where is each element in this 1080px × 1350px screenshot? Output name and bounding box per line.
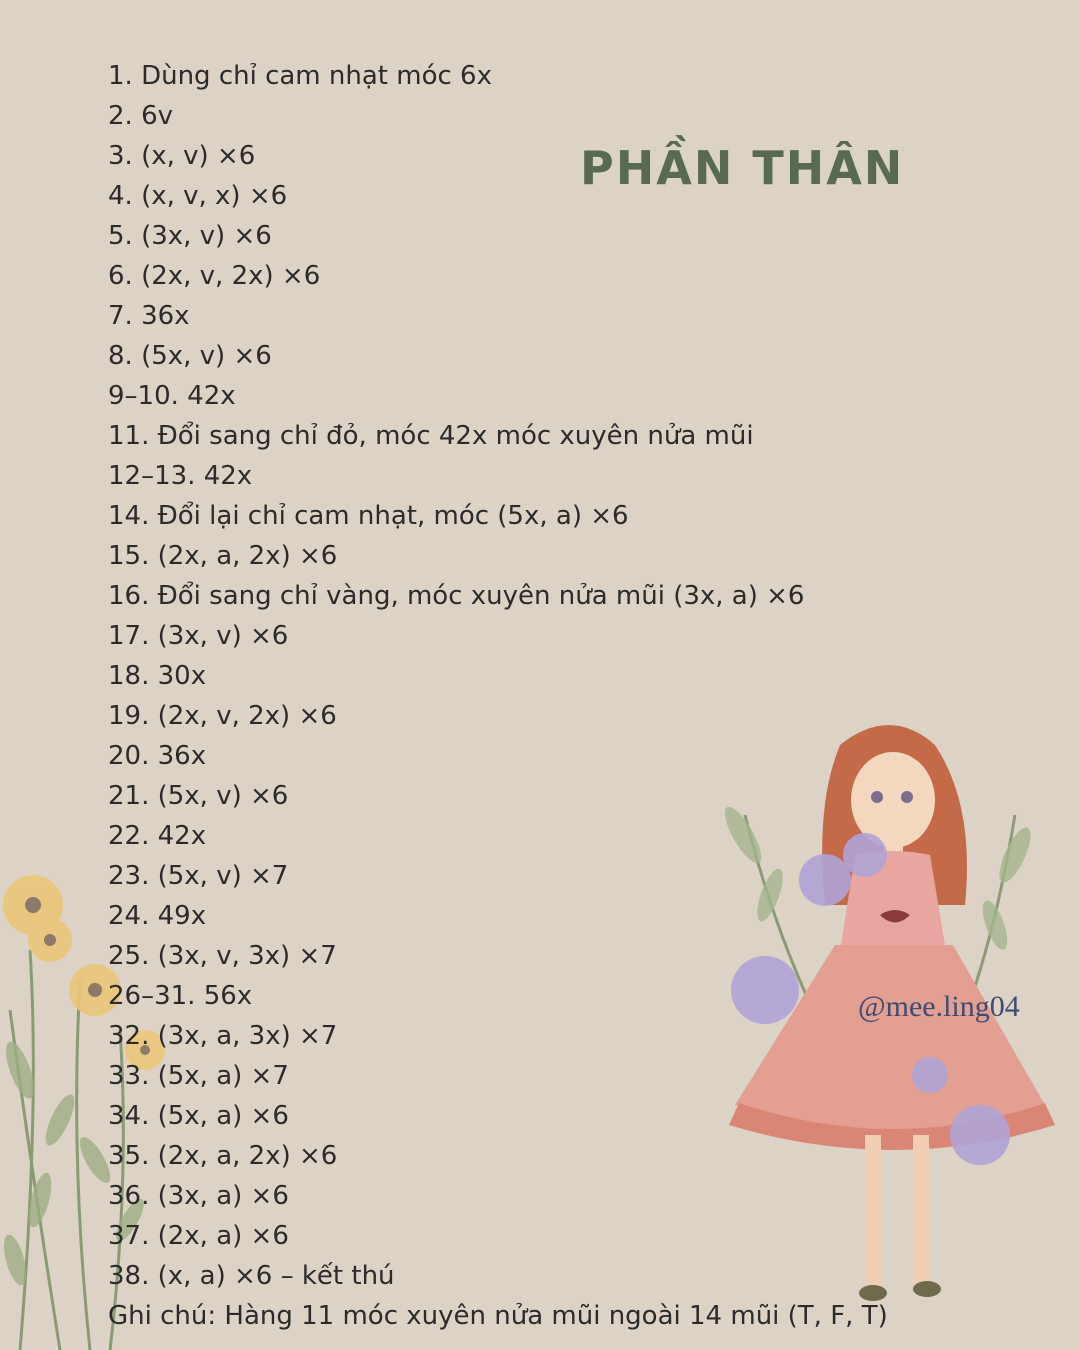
step-item: 3. (x, v) ×6 (108, 141, 256, 171)
step-item: 36. (3x, a) ×6 (108, 1181, 289, 1211)
step-item: 2. 6v (108, 101, 173, 131)
step-item: 4. (x, v, x) ×6 (108, 181, 288, 211)
step-item: 1. Dùng chỉ cam nhạt móc 6x (108, 61, 492, 91)
step-item: 5. (3x, v) ×6 (108, 221, 272, 251)
step-item: 24. 49x (108, 901, 207, 931)
step-item: 16. Đổi sang chỉ vàng, móc xuyên nửa mũi (3x, a) ×6 (108, 581, 805, 611)
step-item: 15. (2x, a, 2x) ×6 (108, 541, 338, 571)
step-item: 33. (5x, a) ×7 (108, 1061, 289, 1091)
step-item: 38. (x, a) ×6 – kết thú (108, 1261, 395, 1291)
step-item: 25. (3x, v, 3x) ×7 (108, 941, 337, 971)
step-item: 18. 30x (108, 661, 207, 691)
step-item: 35. (2x, a, 2x) ×6 (108, 1141, 338, 1171)
step-item: 26–31. 56x (108, 981, 253, 1011)
note-text: Ghi chú: Hàng 11 móc xuyên nửa mũi ngoài 14 mũi (T, F, T) (108, 1301, 888, 1331)
step-item: 32. (3x, a, 3x) ×7 (108, 1021, 338, 1051)
step-item: 9–10. 42x (108, 381, 236, 411)
step-item: 37. (2x, a) ×6 (108, 1221, 289, 1251)
step-item: 6. (2x, v, 2x) ×6 (108, 261, 321, 291)
step-item: 12–13. 42x (108, 461, 253, 491)
step-item: 8. (5x, v) ×6 (108, 341, 272, 371)
pattern-steps-list (108, 56, 804, 1296)
step-item: 21. (5x, v) ×6 (108, 781, 289, 811)
step-item: 22. 42x (108, 821, 207, 851)
author-watermark: @mee.ling04 (858, 990, 1020, 1023)
step-item: 17. (3x, v) ×6 (108, 621, 289, 651)
page-title: PHẦN THÂN (580, 140, 905, 195)
step-item: 14. Đổi lại chỉ cam nhạt, móc (5x, a) ×6 (108, 501, 629, 531)
step-item: 19. (2x, v, 2x) ×6 (108, 701, 337, 731)
step-item: 23. (5x, v) ×7 (108, 861, 289, 891)
step-item: 34. (5x, a) ×6 (108, 1101, 289, 1131)
step-item: 20. 36x (108, 741, 207, 771)
step-item: 11. Đổi sang chỉ đỏ, móc 42x móc xuyên nửa mũi (108, 421, 754, 451)
step-item: 7. 36x (108, 301, 190, 331)
